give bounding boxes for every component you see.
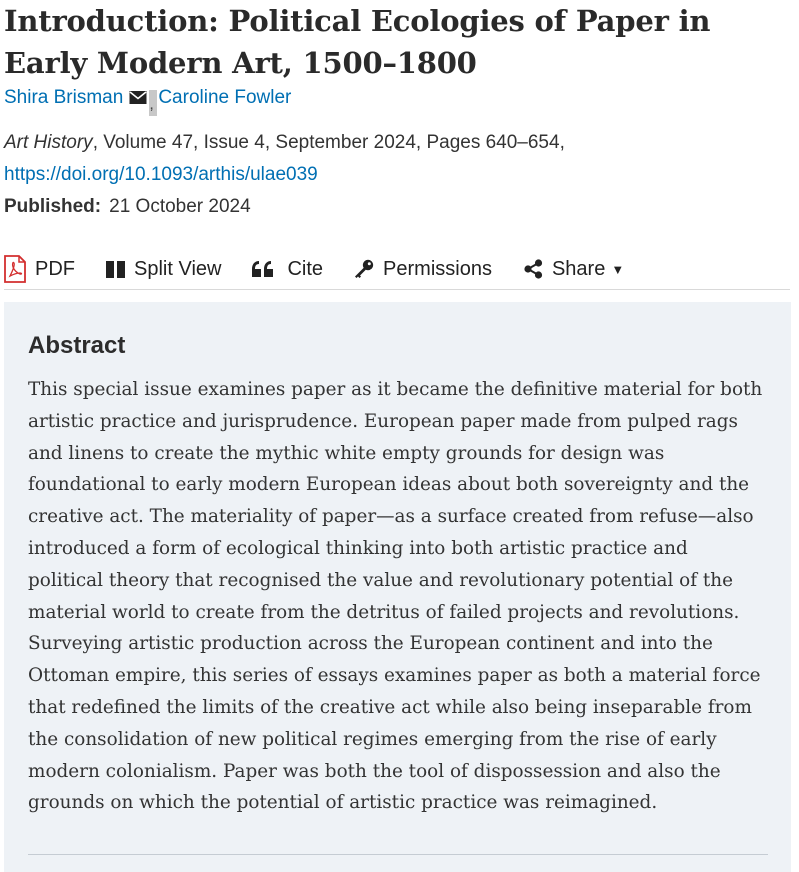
permissions-label: Permissions (383, 257, 492, 280)
author-list (4, 84, 291, 116)
pdf-icon (4, 255, 26, 283)
key-icon (354, 259, 374, 279)
pdf-button[interactable] (4, 251, 75, 287)
doi-link[interactable]: https://doi.org/10.1093/arthis/ulae039 (4, 164, 318, 185)
split-view-button[interactable] (106, 251, 221, 287)
published-date: 21 October 2024 (109, 196, 251, 217)
share-icon (524, 259, 543, 279)
citation (4, 127, 794, 191)
author-link-1[interactable]: Shira Brisman (4, 87, 124, 108)
share-button[interactable] (524, 251, 624, 287)
published-info (4, 192, 251, 222)
split-view-label: Split View (134, 257, 222, 280)
share-label: Share (551, 257, 606, 280)
author-link-2[interactable]: Caroline Fowler (158, 87, 292, 108)
author-separator: , (149, 96, 154, 113)
published-label: Published: (4, 196, 102, 217)
article-toolbar (4, 249, 790, 290)
mail-icon[interactable] (129, 86, 147, 114)
divider (28, 854, 768, 855)
abstract-section (4, 302, 791, 872)
article-title: Introduction: Political Ecologies of Paper in Early Modern Art, 1500–1800 (4, 4, 711, 80)
pdf-label: PDF (35, 257, 75, 280)
chevron-down-icon: ▼ (611, 261, 625, 277)
permissions-button[interactable] (354, 251, 492, 287)
cite-button[interactable] (252, 251, 323, 287)
abstract-heading: Abstract (28, 332, 126, 359)
split-view-icon (106, 261, 125, 278)
text-selection (149, 90, 157, 116)
journal-name: Art History (4, 132, 93, 153)
cite-label: Cite (287, 257, 324, 280)
abstract-text: This special issue examines paper as it became the definitive material for both artistic practice and jurisprudence. European paper made from pulped rags and linens to create the mythic white empty grounds for design was foundational to early modern European ideas about both sovereignty and the creative act. The materiality of paper—as a surface created from refuse—also introduced a form of ecological thinking into both artistic practice and political theory that recognised the value and revolutionary potential of the material world to create from the detritus of failed projects and revolutions. Surveying artistic production across the European continent and into the Ottoman empire, this series of essays examines paper as both a material force that redefined the limits of the creative act while also being inseparable from the consolidation of new political regimes emerging from the rise of early modern colonialism. Paper was both the tool of dispossession and also the grounds on which the potential of artistic practice was reimagined. (28, 379, 763, 814)
quote-icon (252, 261, 274, 277)
citation-details: , Volume 47, Issue 4, September 2024, Pages 640–654, (92, 132, 565, 153)
